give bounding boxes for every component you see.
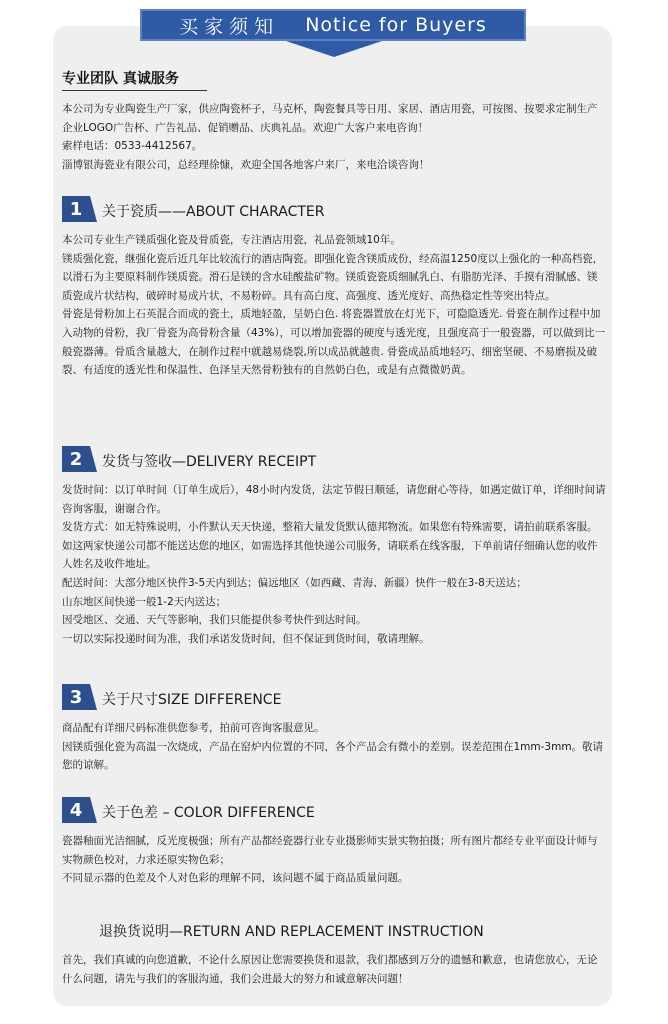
section-paragraph: 不同显示器的色差及个人对色彩的理解不同，该问题不属于商品质量问题。 <box>62 872 409 885</box>
return-title: 退换货说明—RETURN AND REPLACEMENT INSTRUCTION <box>99 924 484 940</box>
section-paragraph: 瓷器釉面光洁细腻，反光度极强；所有产品都经瓷器行业专业摄影师实景实物拍摄；所有图片都经专业平面设计师与实物颜色校对，力求还原实物色彩； <box>62 835 598 866</box>
section-heading <box>62 797 607 823</box>
intro-paragraph: 本公司为专业陶瓷生产厂家，供应陶瓷杯子，马克杯，陶瓷餐具等日用、家居、酒店用瓷，可按图、按要求定制生产企业LOGO广告杯、广告礼品、促销赠品、庆典礼品。欢迎广大客户来电咨询！ <box>62 103 598 134</box>
section-title: 关于尺寸SIZE DIFFERENCE <box>102 692 282 708</box>
section-heading <box>62 196 607 222</box>
section-paragraph: 发货方式：如无特殊说明，小件默认天天快递，整箱大量发货默认德邦物流。如果您有特殊需要，请拍前联系客服。如这两家快递公司都不能送达您的地区，如需选择其他快递公司服务，请联系在线客服，下单前请仔细确认您的收件人姓名及收件地址。 <box>62 521 598 571</box>
notice-banner <box>140 9 526 41</box>
section-heading <box>62 446 607 472</box>
section-paragraph: 商品配有详细尺码标准供您参考，拍前可咨询客服意见。 <box>62 722 325 734</box>
section-paragraph: 本公司专业生产镁质强化瓷及骨质瓷，专注酒店用瓷，礼品瓷领域10年。 <box>62 234 401 246</box>
section-paragraph: 因镁质强化瓷为高温一次烧成，产品在窑炉内位置的不同，各个产品会有微小的差别。误差范围在1mm-3mm。敬请您的谅解。 <box>62 740 604 772</box>
section-paragraph: 一切以实际投递时间为准，我们承诺发货时间，但不保证到货时间，敬请理解。 <box>62 632 430 645</box>
section-number-badge: 3 <box>62 684 90 710</box>
intro-phone: 索样电话：0533-4412567。 <box>62 140 203 153</box>
section-delivery <box>62 446 607 648</box>
banner-title-cn: 买家须知 <box>179 15 280 38</box>
section-number-badge: 1 <box>62 196 90 222</box>
section-color <box>62 797 607 888</box>
banner-pointer <box>286 41 382 57</box>
section-paragraph: 骨瓷是骨粉加上石英混合而成的瓷土，质地轻盈，呈奶白色. 将瓷器置放在灯光下，可隐隐透光. 骨瓷在制作过程中加入动物的骨粉，我厂骨瓷为高骨粉含量（43%），可以增加瓷器的硬度与透光度，且强度高于一般瓷器，可以做到比一般瓷器薄。骨质含量越大，在制作过程中就越易烧裂,所以成品就越贵. 骨瓷成品质地轻巧、细密坚硬、不易磨损及破裂、有适度的透光性和保温性、色泽呈天然骨粉独有的自然奶白色，或是有点微微奶黄。 <box>62 308 606 377</box>
intro-title: 专业团队 真诚服务 <box>62 68 207 91</box>
return-paragraph: 首先，我们真诚的向您道歉，不论什么原因让您需要换货和退款，我们都感到万分的遗憾和歉意，也请您放心，无论什么问题，请先与我们的客服沟通，我们会进最大的努力和诚意解决问题！ <box>62 954 598 985</box>
section-title: 关于色差 – COLOR DIFFERENCE <box>102 805 315 821</box>
section-heading <box>62 684 607 710</box>
section-title: 关于瓷质——ABOUT CHARACTER <box>102 204 325 220</box>
banner-title-en: Notice for Buyers <box>305 14 487 36</box>
intro-company: 淄博银海瓷业有限公司，总经理徐慷，欢迎全国各地客户来厂，来电洽谈咨询！ <box>62 158 430 171</box>
section-paragraph: 山东地区间快递一般1-2天内送达； <box>62 595 227 608</box>
section-paragraph: 配送时间：大部分地区快件3-5天内到达；偏远地区（如西藏、青海、新疆）快件一般在3-8天送达； <box>62 576 527 589</box>
section-number-badge: 4 <box>62 797 90 823</box>
intro-section <box>62 68 607 174</box>
section-number-badge: 2 <box>62 446 90 472</box>
section-paragraph: 发货时间：以订单时间（订单生成后），48小时内发货，法定节假日顺延，请您耐心等待，如遇定做订单，详细时间请咨询客服，谢谢合作。 <box>62 484 606 515</box>
return-section <box>62 921 607 988</box>
section-paragraph: 镁质强化瓷，继强化瓷后近几年比较流行的酒店陶瓷。即强化瓷含镁质成份，经高温1250度以上强化的一种高档瓷，以滑石为主要原料制作镁质瓷。滑石是镁的含水硅酸盐矿物。镁质瓷瓷质细腻乳白、有脂肪光泽、手摸有滑腻感、镁质瓷成片状结构，破碎时易成片状，不易粉碎。具有高白度、高强度、透光度好、高热稳定性等突出特点。 <box>62 252 604 302</box>
section-character <box>62 196 607 380</box>
section-paragraph: 因受地区、交通、天气等影响，我们只能提供参考快件到达时间。 <box>62 614 367 627</box>
section-size <box>62 684 607 775</box>
section-title: 发货与签收—DELIVERY RECEIPT <box>102 454 317 470</box>
